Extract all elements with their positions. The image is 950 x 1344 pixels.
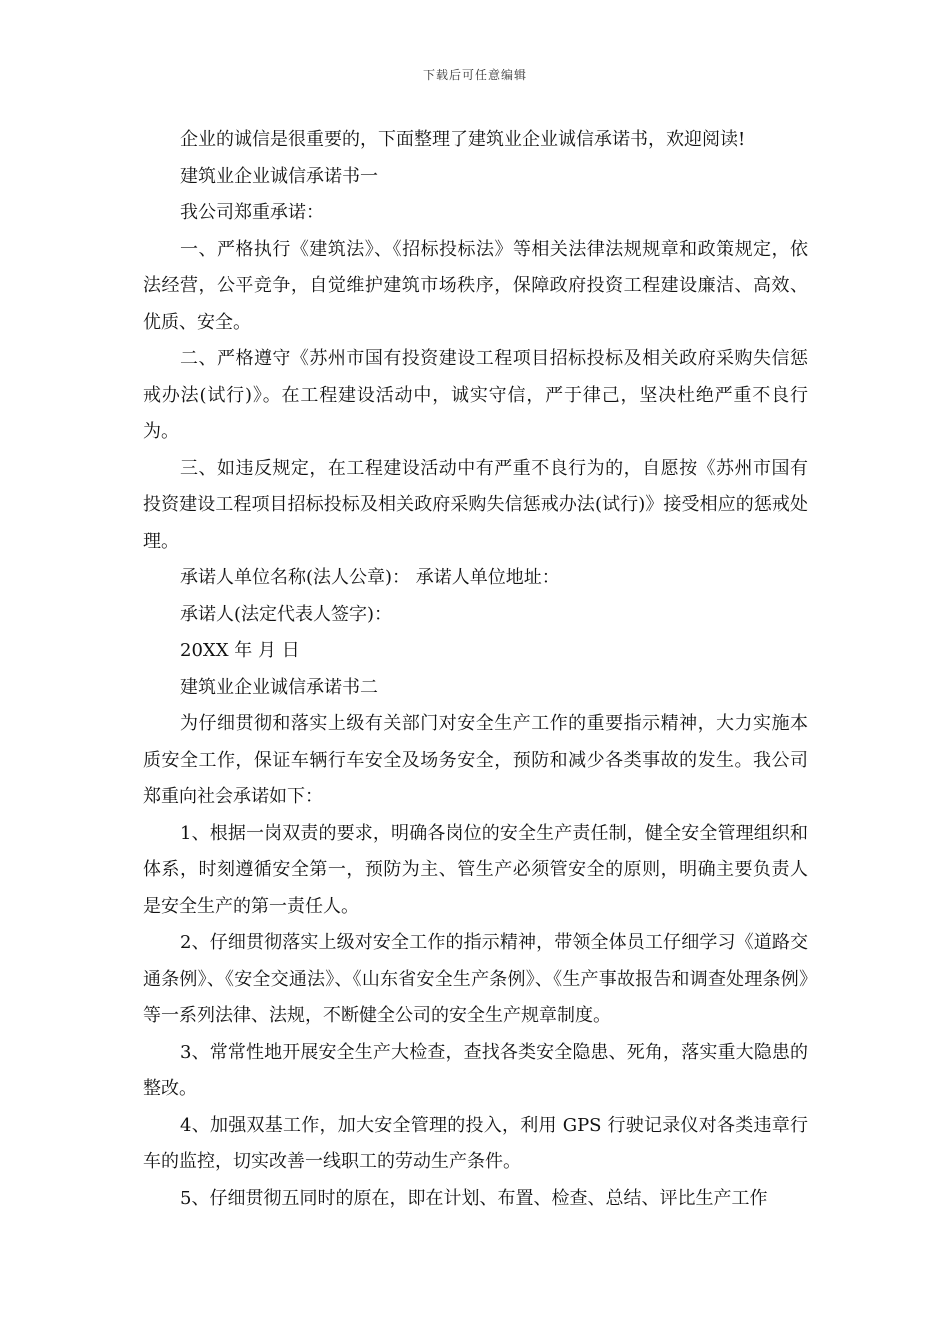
- intro-paragraph: 企业的诚信是很重要的，下面整理了建筑业企业诚信承诺书，欢迎阅读!: [180, 129, 746, 150]
- section-title-1: 建筑业企业诚信承诺书一: [180, 165, 378, 187]
- list-item: 5、仔细贯彻五同时的原在，即在计划、布置、检查、总结、评比生产工作: [180, 1187, 768, 1209]
- list-item: 4、加强双基工作，加大安全管理的投入，利用 GPS 行驶记录仪对各类违章行车的监控，切实改善一线职工的劳动生产条件。: [143, 1114, 808, 1172]
- list-item: 2、仔细贯彻落实上级对安全工作的指示精神，带领全体员工仔细学习《道路交通条例》、《安全交通法》、《山东省安全生产条例》、《生产事故报告和调查处理条例》等一系列法律、法规，不断健全公司的安全生产规章制度。: [143, 932, 808, 1026]
- list-item: 3、常常性地开展安全生产大检查，查找各类安全隐患、死角，落实重大隐患的整改。: [143, 1041, 808, 1099]
- paragraph: 二、严格遵守《苏州市国有投资建设工程项目招标投标及相关政府采购失信惩戒办法(试行)》。在工程建设活动中，诚实守信，严于律己，坚决杜绝严重不良行为。: [143, 348, 808, 442]
- signature-unit-line: 承诺人单位名称(法人公章)： 承诺人单位地址：: [180, 567, 560, 588]
- paragraph: 一、严格执行《建筑法》、《招标投标法》等相关法律法规规章和政策规定，依法经营，公平竞争，自觉维护建筑市场秩序，保障政府投资工程建设廉洁、高效、优质、安全。: [143, 238, 808, 333]
- page-header: 下载后可任意编辑: [422, 68, 527, 82]
- list-item: 1、根据一岗双责的要求，明确各岗位的安全生产责任制，健全安全管理组织和体系，时刻遵循安全第一，预防为主、管生产必须管安全的原则，明确主要负责人是安全生产的第一责任人。: [143, 822, 808, 917]
- paragraph: 我公司郑重承诺：: [180, 202, 324, 223]
- paragraph: 为仔细贯彻和落实上级有关部门对安全生产工作的重要指示精神，大力实施本质安全工作，保证车辆行车安全及场务安全，预防和减少各类事故的发生。我公司郑重向社会承诺如下：: [143, 713, 808, 807]
- signature-person-line: 承诺人(法定代表人签字)：: [180, 603, 393, 625]
- date-line: 20XX 年 月 日: [180, 640, 300, 661]
- paragraph: 三、如违反规定，在工程建设活动中有严重不良行为的，自愿按《苏州市国有投资建设工程项目招标投标及相关政府采购失信惩戒办法(试行)》接受相应的惩戒处理。: [143, 457, 808, 552]
- section-title-2: 建筑业企业诚信承诺书二: [180, 676, 378, 698]
- document-body: [143, 122, 808, 1217]
